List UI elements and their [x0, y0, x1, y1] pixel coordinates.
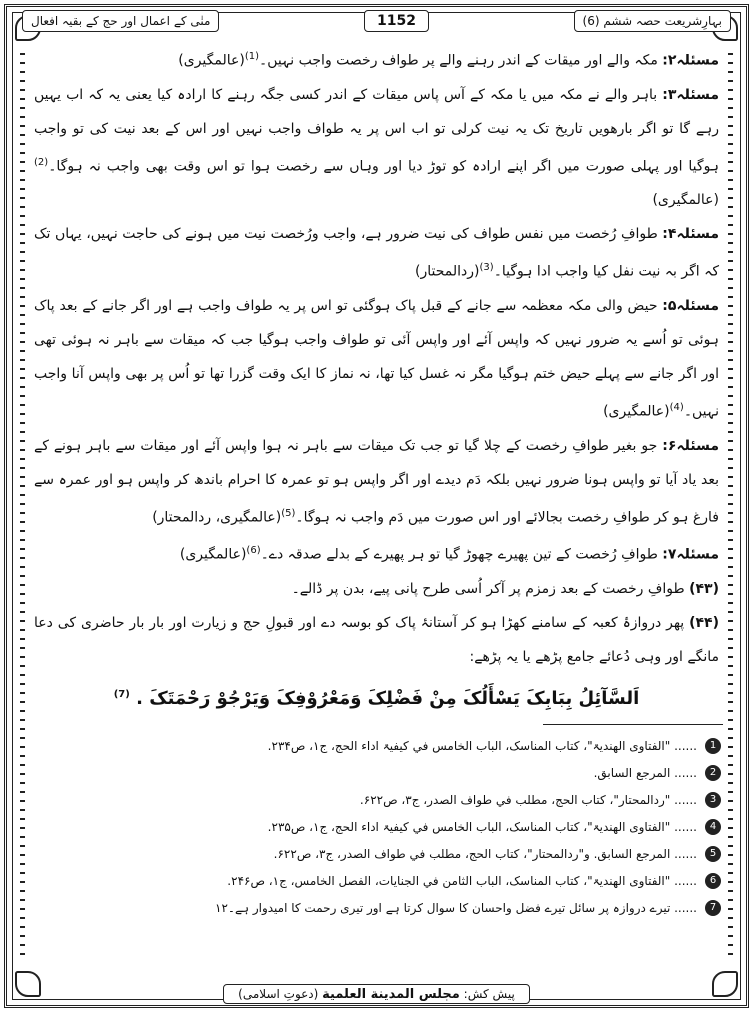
paragraph-masala-6: [30, 429, 723, 535]
border-ornament: [20, 53, 25, 959]
footnote-ref: (2): [34, 156, 49, 168]
paragraph-text: باہر والے نے مکہ میں یا مکہ کے آس پاس میقات کے اندر کسی جگہ رہنے کا ارادہ کیا یعنی یہ کہ اب یہیں رہے گا تو اگر بارھویں تاریخ تک یہ نیت کرلی تو اب اس پر یہ طواف واجب نہیں اور اس کے بعد نیت کی تو واجب ہوگیا اور پہلی صورت میں اگر اپنے ارادہ کو توڑ دیا اور وہاں سے رخصت ہوا تو اس وقت بھی واجب نہ ہوگا۔: [34, 86, 719, 175]
paragraph-text: طوافِ رخصت کے بعد زمزم پر آکر اُسی طرح پانی پیے، بدن پر ڈالے۔: [291, 580, 690, 597]
masala-label: مسئلہ۴:: [662, 226, 719, 243]
source-citation: (عالمگیری، ردالمحتار): [152, 509, 282, 526]
paragraph-text: طوافِ رُخصت میں نفس طواف کی نیت ضرور ہے، واجب ورُخصت نیت میں ہونے کی حاجت نہیں، یہاں تک کہ اگر بہ نیت نفل کیا واجب ادا ہوگیا۔: [34, 226, 719, 280]
footnote-ref: (7): [113, 688, 130, 700]
footnote-item: [30, 895, 723, 922]
footnote-ref: (3): [479, 262, 494, 274]
footnote-number: 2: [705, 765, 721, 781]
dua-arabic: [30, 676, 723, 718]
border-ornament: [728, 53, 733, 959]
dua-text: اَلسَّآئِلُ بِبَابِکَ یَسْأَلُکَ مِنْ فَضْلِکَ وَمَعْرُوْفِکَ وَیَرْجُوْ رَحْمَتَکَ .: [136, 687, 640, 709]
footnote-ref: (1): [244, 51, 260, 62]
footnote-text: ...... "ردالمحتار"، کتاب الحج، مطلب في طواف الصدر، ج۳، ص۶۲۲.: [359, 792, 697, 807]
publisher-box: [223, 984, 530, 1004]
footnote-number: 7: [705, 900, 721, 916]
masala-label: مسئلہ۲:: [662, 52, 719, 69]
footnote-item: [30, 814, 723, 841]
item-number: (۴۴): [689, 614, 719, 631]
footnote-item: [30, 733, 723, 760]
footnotes: [30, 733, 723, 922]
footnote-number: 6: [705, 873, 721, 889]
footnote-text: ...... المرجع السابق.: [593, 765, 697, 780]
footnote-text: ...... "الفتاوی الھندیۃ"، کتاب المناسک، الباب الثامن في الجنایات، الفصل الخامس، ج۱، ص۲۴۶.: [227, 873, 697, 888]
item-number: (۴۳): [689, 580, 719, 597]
masala-label: مسئلہ۶:: [662, 437, 719, 454]
footnote-number: 4: [705, 819, 721, 835]
footnote-item: [30, 868, 723, 895]
main-content: [30, 40, 723, 922]
footer-prefix: پیش کش:: [463, 987, 515, 1001]
source-citation: (عالمگیری): [603, 403, 670, 420]
source-citation: (ردالمحتار): [415, 263, 480, 280]
footnote-ref: (6): [246, 545, 261, 557]
publisher-org: (دعوتِ اسلامی): [238, 987, 319, 1001]
source-citation: (عالمگیری): [652, 192, 719, 209]
source-citation: (عالمگیری): [178, 52, 245, 69]
paragraph-43: [30, 572, 723, 606]
paragraph-44: [30, 606, 723, 674]
paragraph-masala-4: [30, 217, 723, 289]
page-footer: [0, 984, 753, 1004]
footnote-number: 1: [705, 738, 721, 754]
paragraph-masala-5: [30, 289, 723, 429]
footnote-text: ...... "الفتاوی الھندیۃ"، کتاب المناسک، الباب الخامس في کیفیۃ اداء الحج، ج۱، ص۲۳۵.: [267, 819, 697, 834]
footnote-number: 3: [705, 792, 721, 808]
paragraph-masala-3: [30, 78, 723, 218]
paragraph-text: حیض والی مکہ معظمہ سے جانے کے قبل پاک ہوگئی تو اس پر یہ طواف واجب ہے اور اگر جانے کے بعد پاک ہوئی تو اُسے یہ ضرور نہیں کہ واپس آئے اور واپس آئی تو طواف واجب ہوگیا جب کہ میقات سے باہر نہ ہوئی تھی اور اگر جانے سے پہلے حیض ختم ہوگیا مگر نہ غسل کیا تھا، نہ نماز کا ایک وقت گزرا تھا تو اُس پر بھی واپس آنا واجب نہیں۔: [34, 297, 719, 420]
footnote-text: ...... المرجع السابق. و"ردالمحتار"، کتاب الحج، مطلب في طواف الصدر، ج۳، ص۶۲۲.: [273, 846, 697, 861]
masala-label: مسئلہ۳:: [662, 86, 719, 103]
book-title: بہارِشریعت حصہ ششم (6): [574, 10, 731, 32]
paragraph-text: مکہ والے اور میقات کے اندر رہنے والے پر طواف رخصت واجب نہیں۔: [259, 52, 663, 69]
paragraph-masala-2: [30, 40, 723, 78]
footnote-text: ...... "الفتاوی الھندیۃ"، کتاب المناسک، الباب الخامس في کیفیۃ اداء الحج، ج۱، ص۲۳۴.: [267, 738, 697, 753]
masala-label: مسئلہ۵:: [662, 297, 719, 314]
paragraph-text: طوافِ رُخصت کے تین پھیرے چھوڑ گیا تو ہر پھیرے کے بدلے صدقہ دے۔: [260, 546, 663, 563]
source-citation: (عالمگیری): [179, 546, 247, 563]
footnote-item: [30, 760, 723, 787]
footnote-text: ...... تیرے دروازہ پر سائل تیرے فضل واحسان کا سوال کرتا ہے اور تیری رحمت کا امیدوار ہے۔۱۲: [215, 900, 697, 915]
footnote-ref: (5): [281, 507, 296, 519]
page-number: 1152: [364, 10, 429, 32]
footnote-item: [30, 841, 723, 868]
chapter-title: منٰی کے اعمال اور حج کے بقیہ افعال: [22, 10, 219, 32]
paragraph-masala-7: [30, 534, 723, 572]
page-header: [22, 10, 731, 32]
footnote-number: 5: [705, 846, 721, 862]
footnote-ref: (4): [669, 401, 684, 413]
footnote-item: [30, 787, 723, 814]
publisher-name: مجلس المدينة العلمية: [322, 987, 460, 1002]
paragraph-text: جو بغیر طوافِ رخصت کے چلا گیا تو جب تک میقات سے باہر نہ ہوا واپس آئے اور میقات سے باہر ہونے کے بعد یاد آیا تو واپس ہونا ضرور نہیں بلکہ دَم دیدے اور اگر واپس ہو تو عمرہ کا احرام باندھ کر واپس ہو اور عمرہ سے فارغ ہو کر طوافِ رخصت بجالائے اور اس صورت میں دَم واجب نہ ہوگا۔: [34, 437, 719, 526]
masala-label: مسئلہ۷:: [662, 546, 719, 563]
footnote-separator: [543, 724, 723, 725]
paragraph-text: پھر دروازۂ کعبہ کے سامنے کھڑا ہو کر آستانۂ پاک کو بوسہ دے اور قبولِ حج و زیارت اور بار بار حاضری کی دعا مانگے اور وہی دُعائے جامع پڑھے یا یہ پڑھے:: [34, 614, 719, 665]
